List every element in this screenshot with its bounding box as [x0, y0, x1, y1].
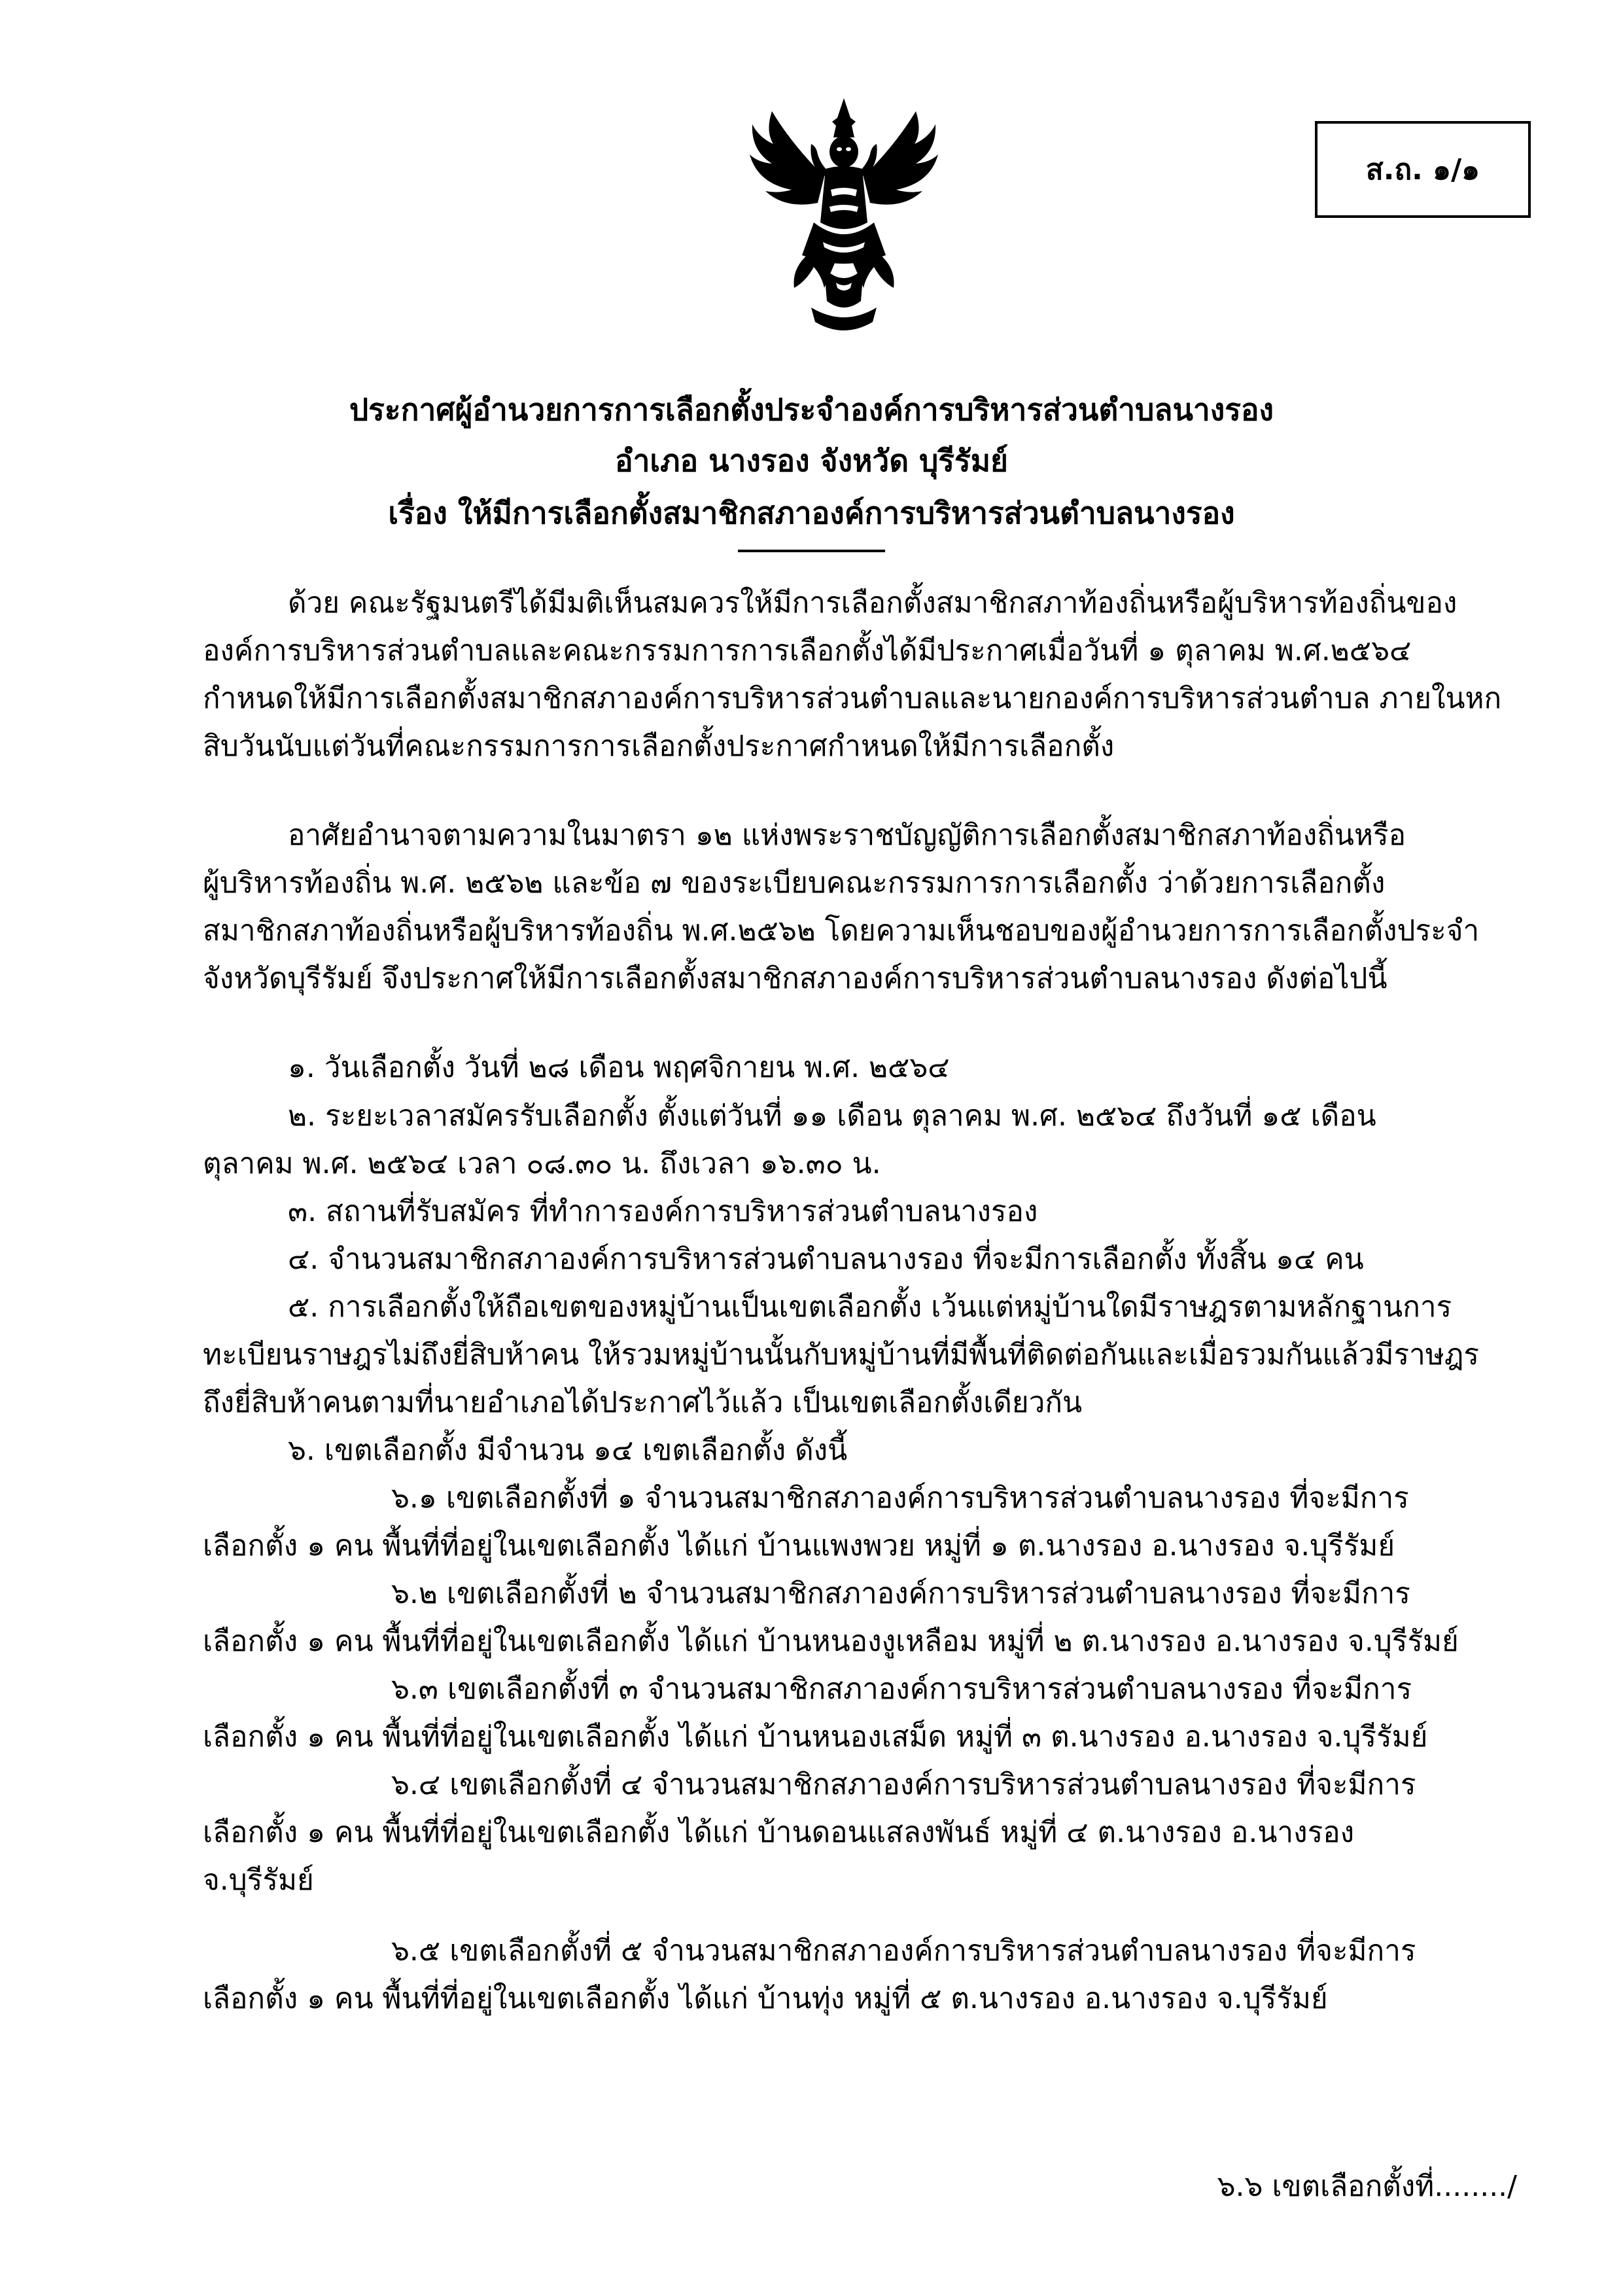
sub-6-3-line1: ๖.๓ เขตเลือกตั้งที่ ๓ จำนวนสมาชิกสภาองค์การบริหารส่วนตำบลนางรอง ที่จะมีการ: [391, 1672, 1412, 1706]
page-continuation: ๖.๖ เขตเลือกตั้งที่......../: [1217, 2170, 1517, 2203]
item-4: ๔. จำนวนสมาชิกสภาองค์การบริหารส่วนตำบลนางรอง ที่จะมีการเลือกตั้ง ทั้งสิ้น ๑๔ คน: [288, 1243, 1364, 1276]
item-5-line3: ถึงยี่สิบห้าคนตามที่นายอำเภอได้ประกาศไว้แล้ว เป็นเขตเลือกตั้งเดียวกัน: [203, 1386, 1083, 1419]
sub-6-4-line3: จ.บุรีรัมย์: [203, 1863, 314, 1897]
item-2-line1: ๒. ระยะเวลาสมัครรับเลือกตั้ง ตั้งแต่วันที่ ๑๑ เดือน ตุลาคม พ.ศ. ๒๕๖๔ ถึงวันที่ ๑๕ เดือน: [288, 1099, 1376, 1133]
item-5-line1: ๕. การเลือกตั้งให้ถือเขตของหมู่บ้านเป็นเขตเลือกตั้ง เว้นแต่หมู่บ้านใดมีราษฎรตามหลักฐานการ: [288, 1290, 1452, 1324]
form-code: ส.ถ. ๑/๑: [1365, 153, 1480, 186]
item-3: ๓. สถานที่รับสมัคร ที่ทำการองค์การบริหารส่วนตำบลนางรอง: [288, 1195, 1038, 1228]
sub-6-3-line2: เลือกตั้ง ๑ คน พื้นที่ที่อยู่ในเขตเลือกตั้ง ได้แก่ บ้านหนองเสม็ด หมู่ที่ ๓ ต.นางรอง อ.นางรอง จ.บุรีรัมย์: [203, 1720, 1428, 1754]
sub-6-4-line2: เลือกตั้ง ๑ คน พื้นที่ที่อยู่ในเขตเลือกตั้ง ได้แก่ บ้านดอนแสลงพันธ์ หมู่ที่ ๔ ต.นางรอง อ.นางรอง: [203, 1816, 1355, 1849]
para1-line2: องค์การบริหารส่วนตำบลและคณะกรรมการการเลือกตั้งได้มีประกาศเมื่อวันที่ ๑ ตุลาคม พ.ศ.๒๕๖๔: [203, 634, 1412, 667]
para2-line3: สมาชิกสภาท้องถิ่นหรือผู้บริหารท้องถิ่น พ.ศ.๒๕๖๒ โดยความเห็นชอบของผู้อำนวยการการเลือกตั้งประจำ: [203, 914, 1480, 947]
sub-6-2-line2: เลือกตั้ง ๑ คน พื้นที่ที่อยู่ในเขตเลือกตั้ง ได้แก่ บ้านหนองงูเหลือม หมู่ที่ ๒ ต.นางรอง อ.นางรอง จ.บุรีรัมย์: [203, 1625, 1459, 1658]
garuda-emblem-icon: [746, 92, 942, 340]
para2-line1: อาศัยอำนาจตามความในมาตรา ๑๒ แห่งพระราชบัญญัติการเลือกตั้งสมาชิกสภาท้องถิ่นหรือ: [288, 819, 1406, 852]
sub-6-4-line1: ๖.๔ เขตเลือกตั้งที่ ๔ จำนวนสมาชิกสภาองค์การบริหารส่วนตำบลนางรอง ที่จะมีการ: [391, 1768, 1416, 1801]
form-code-box: [1315, 121, 1531, 218]
para2-line4: จังหวัดบุรีรัมย์ จึงประกาศให้มีการเลือกตั้งสมาชิกสภาองค์การบริหารส่วนตำบลนางรอง ดังต่อไปนี้: [203, 962, 1387, 995]
sub-6-1-line1: ๖.๑ เขตเลือกตั้งที่ ๑ จำนวนสมาชิกสภาองค์การบริหารส่วนตำบลนางรอง ที่จะมีการ: [391, 1481, 1409, 1515]
sub-6-2-line1: ๖.๒ เขตเลือกตั้งที่ ๒ จำนวนสมาชิกสภาองค์การบริหารส่วนตำบลนางรอง ที่จะมีการ: [391, 1577, 1410, 1610]
para1-line4: สิบวันนับแต่วันที่คณะกรรมการการเลือกตั้งประกาศกำหนดให้มีการเลือกตั้ง: [203, 730, 1115, 763]
item-6: ๖. เขตเลือกตั้ง มีจำนวน ๑๔ เขตเลือกตั้ง ดังนี้: [288, 1434, 848, 1467]
para2-line2: ผู้บริหารท้องถิ่น พ.ศ. ๒๕๖๒ และข้อ ๗ ของระเบียบคณะกรรมการการเลือกตั้ง ว่าด้วยการเลือกตั้ง: [203, 866, 1386, 900]
announcement-subject: เรื่อง ให้มีการเลือกตั้งสมาชิกสภาองค์การบริหารส่วนตำบลนางรอง: [388, 495, 1235, 531]
item-5-line2: ทะเบียนราษฎรไม่ถึงยี่สิบห้าคน ให้รวมหมู่บ้านนั้นกับหมู่บ้านที่มีพื้นที่ติดต่อกันและเมื่อรวมกันแล้วมีราษฎร: [203, 1338, 1480, 1371]
title-divider: [738, 550, 885, 552]
sub-6-5-line1: ๖.๕ เขตเลือกตั้งที่ ๕ จำนวนสมาชิกสภาองค์การบริหารส่วนตำบลนางรอง ที่จะมีการ: [391, 1934, 1416, 1968]
sub-6-1-line2: เลือกตั้ง ๑ คน พื้นที่ที่อยู่ในเขตเลือกตั้ง ได้แก่ บ้านแพงพวย หมู่ที่ ๑ ต.นางรอง อ.นางรอง จ.บุรีรัมย์: [203, 1529, 1395, 1563]
announcement-title: ประกาศผู้อำนวยการการเลือกตั้งประจำองค์การบริหารส่วนตำบลนางรอง: [349, 392, 1274, 427]
sub-6-5-line2: เลือกตั้ง ๑ คน พื้นที่ที่อยู่ในเขตเลือกตั้ง ได้แก่ บ้านทุ่ง หมู่ที่ ๕ ต.นางรอง อ.นางรอง จ.บุรีรัมย์: [203, 1982, 1328, 2015]
item-1: ๑. วันเลือกตั้ง วันที่ ๒๘ เดือน พฤศจิกายน พ.ศ. ๒๕๖๔: [288, 1051, 950, 1084]
para1-line1: ด้วย คณะรัฐมนตรีได้มีมติเห็นสมควรให้มีการเลือกตั้งสมาชิกสภาท้องถิ่นหรือผู้บริหารท้องถิ่นของ: [288, 586, 1457, 620]
item-2-line2: ตุลาคม พ.ศ. ๒๕๖๔ เวลา ๐๘.๓๐ น. ถึงเวลา ๑๖.๓๐ น.: [203, 1147, 881, 1180]
para1-line3: กำหนดให้มีการเลือกตั้งสมาชิกสภาองค์การบริหารส่วนตำบลและนายกองค์การบริหารส่วนตำบล ภายในหก: [203, 682, 1502, 715]
announcement-district: อำเภอ นางรอง จังหวัด บุรีรัมย์: [614, 443, 1009, 478]
